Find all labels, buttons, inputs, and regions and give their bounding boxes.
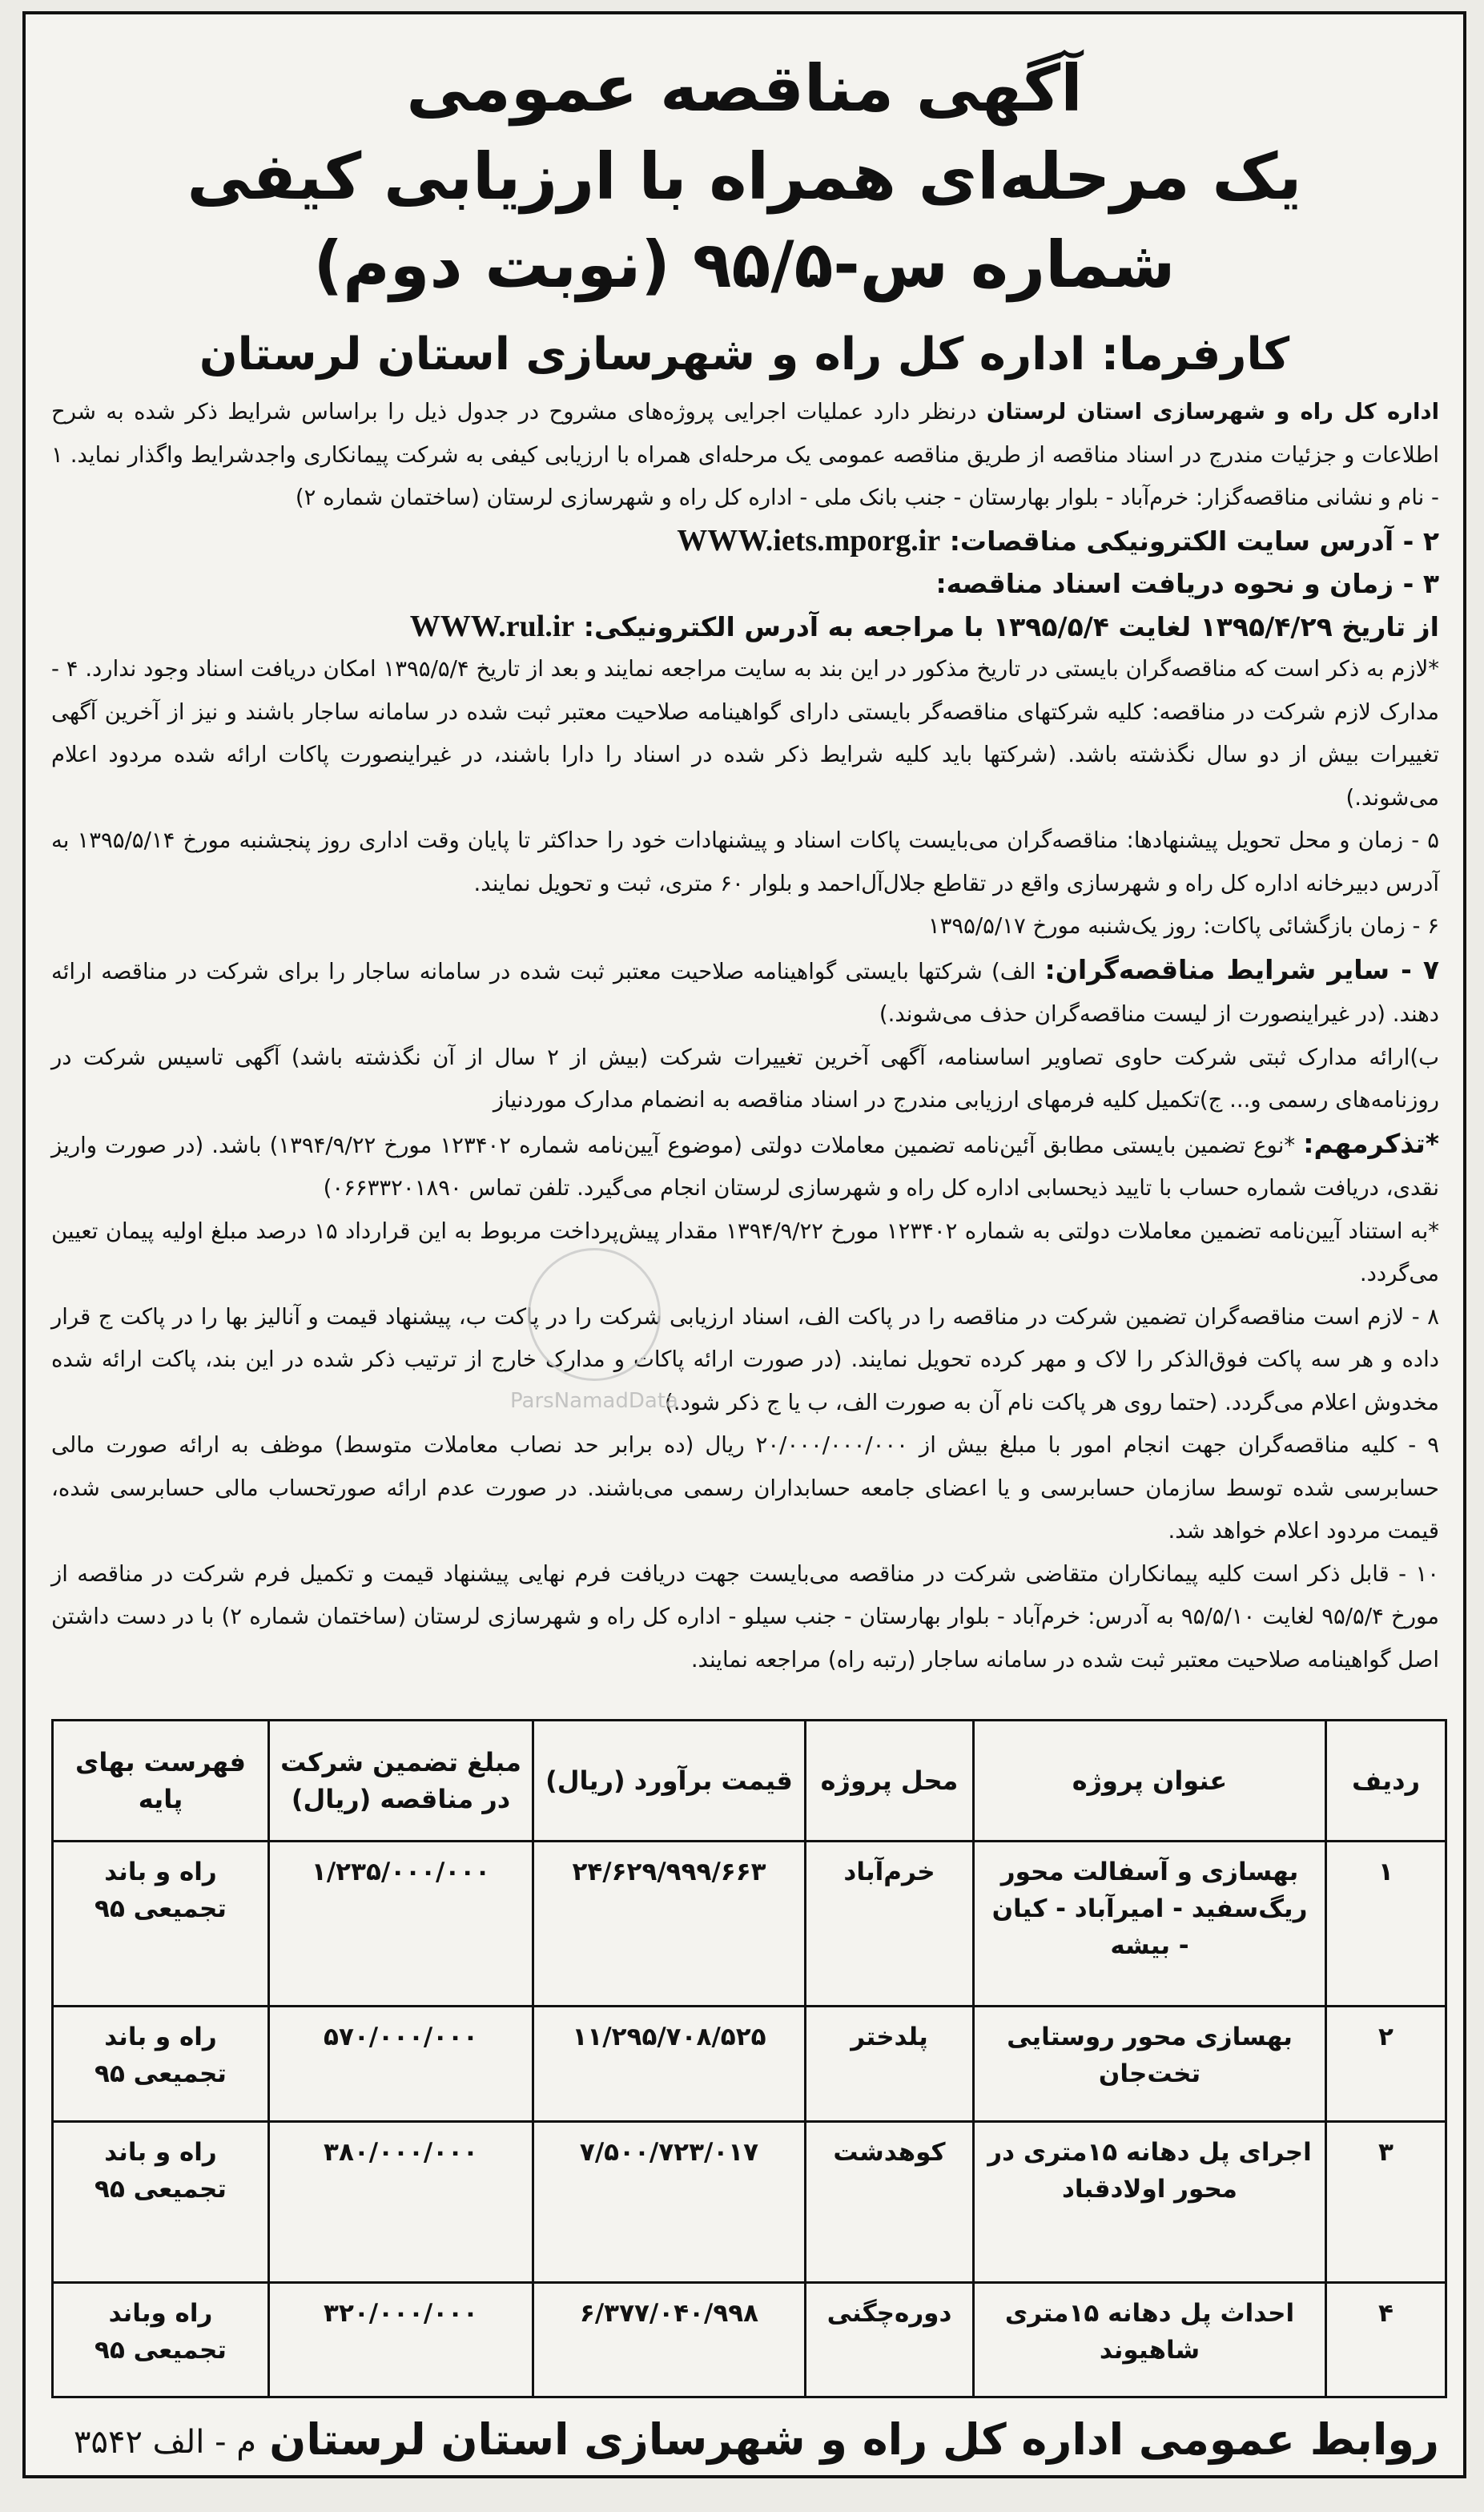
cell-price-list: راه و باند تجمیعی ۹۵ [53, 2121, 269, 2282]
cell-row-number: ۲ [1326, 2007, 1446, 2121]
cell-row-number: ۱ [1326, 1842, 1446, 2007]
table-header-row [53, 1721, 1446, 1842]
col-header-price-list: فهرست بهای پایه [53, 1721, 269, 1842]
cell-guarantee: ۳۲۰/۰۰۰/۰۰۰ [269, 2282, 533, 2397]
watermark-seal-icon [528, 1248, 661, 1381]
projects-table [51, 1719, 1447, 2398]
table-row [53, 1842, 1446, 2007]
note-label: *تذکرمهم: [1303, 1127, 1439, 1159]
cell-estimate: ۷/۵۰۰/۷۲۳/۰۱۷ [533, 2121, 806, 2282]
table-row [53, 2007, 1446, 2121]
rul-url: WWW.rul.ir [409, 609, 575, 643]
item-9: ۹ - کلیه مناقصه‌گران جهت انجام امور با مبلغ بیش از ۲۰/۰۰۰/۰۰۰/۰۰۰ ریال (ده برابر حد نصاب معاملات متوسط) موظف به ارائه صورت مالی حسابرسی شده توسط سازمان حسابرسی و یا اعضای جامعه حسابداران رسمی می‌باشند. در صورت عدم ارائه صورتحساب مالی حسابرسی شده، قیمت مردود اعلام خواهد شد. [51, 1432, 1439, 1544]
publisher-line: روابط عمومی اداره کل راه و شهرسازی استان لرستان [269, 2414, 1439, 2465]
cell-location: دوره‌چگنی [806, 2282, 974, 2397]
cell-project-title: بهسازی محور روستایی تخت‌جان [974, 2007, 1326, 2121]
item-3-label: ۳ - زمان و نحوه دریافت اسناد مناقصه: [935, 568, 1439, 599]
item-7b: ب)ارائه مدارک ثبتی شرکت حاوی تصاویر اساسنامه، آگهی آخرین تغییرات شرکت (بیش از ۲ سال از آن نگذشته باشد) آگهی تاسیس شرکت در روزنامه‌های رسمی و... ج)تکمیل کلیه فرمهای ارزیابی مندرج در اسناد مناقصه به انضمام مدارک موردنیاز [51, 1044, 1439, 1113]
cell-estimate: ۱۱/۲۹۵/۷۰۸/۵۲۵ [533, 2007, 806, 2121]
publication-code: م - الف ۳۵۴۲ [74, 2424, 256, 2461]
table-row [53, 2121, 1446, 2282]
tender-notice [22, 11, 1466, 2478]
cell-guarantee: ۵۷۰/۰۰۰/۰۰۰ [269, 2007, 533, 2121]
intro-text: درنظر دارد عملیات اجرایی پروژه‌های مشروح در جدول ذیل را براساس شرایط ذکر شده به شرح اطلاعات و جزئیات مندرج در اسناد مناقصه از طریق مناقصه عمومی یک مرحله‌ای همراه با ارزیابی کیفی به شرکت پیمانکاری واجدشرایط واگذار نماید. ۱ - نام و نشانی مناقصه‌گزار: خرم‌آباد - بلوار بهارستان - جنب بانک ملی - اداره کل راه و شهرسازی لرستان (ساختمان شماره ۲) [51, 399, 1439, 510]
col-header-project-title: عنوان پروژه [974, 1721, 1326, 1842]
iets-url: WWW.iets.mporg.ir [677, 523, 941, 558]
item-2 [51, 520, 1439, 563]
notice-title: آگهی مناقصه عمومی [406, 51, 1083, 126]
item-10: ۱۰ - قابل ذکر است کلیه پیمانکاران متقاضی شرکت در مناقصه می‌بایست جهت دریافت فرم نهایی پیشنهاد قیمت و تکمیل فرم شرکت در مناقصه از مورخ ۹۵/۵/۴ لغایت ۹۵/۵/۱۰ به آدرس: خرم‌آباد - بلوار بهارستان - جنب سیلو - اداره کل راه و شهرسازی لرستان (ساختمان شماره ۲) با در دست داشتن اصل گواهینامه صلاحیت معتبر ثبت شده در سامانه ساجار (رتبه راه) مراجعه نمایند. [51, 1560, 1439, 1673]
note-2-text: *نوع تضمین بایستی مطابق آئین‌نامه تضمین معاملات دولتی (موضوع آیین‌نامه شماره ۱۲۳۴۰۲ مورخ ۱۳۹۴/۹/۲۲) باشد. (در صورت واریز نقدی، دریافت شماره حساب با تایید ذیحسابی اداره کل راه و شهرسازی لرستان انجام می‌گیرد. تلفن تماس ۰۶۶۳۳۲۰۱۸۹۰) [51, 1132, 1439, 1201]
item-2-label: ۲ - آدرس سایت الکترونیکی مناقصات: [949, 525, 1439, 557]
item-7-text: الف) شرکتها بایستی گواهینامه صلاحیت معتبر ثبت شده در سامانه ساجار را برای شرکت در مناقصه ارائه دهند. (در غیراینصورت از لیست مناقصه‌گران حذف می‌شوند.) [51, 958, 1439, 1027]
table-row [53, 2282, 1446, 2397]
cell-location: خرم‌آباد [806, 1842, 974, 2007]
cell-guarantee: ۱/۲۳۵/۰۰۰/۰۰۰ [269, 1842, 533, 2007]
item-7-label: ۷ - سایر شرایط مناقصه‌گران: [1044, 953, 1439, 985]
notice-number: شماره س-۹۵/۵ (نوبت دوم) [313, 227, 1176, 302]
cell-price-list: راه و باند تجمیعی ۹۵ [53, 1842, 269, 2007]
item-3 [51, 606, 1439, 649]
note-1: *لازم به ذکر است که مناقصه‌گران بایستی در تاریخ مذکور در این بند به سایت مراجعه نمایند و بعد از تاریخ ۱۳۹۵/۵/۴ امکان دریافت اسناد وجود ندارد. ۴ - مدارک لازم شرکت در مناقصه: کلیه شرکتهای مناقصه‌گر بایستی دارای گواهینامه صلاحیت معتبر ثبت شده در سامانه ساجار باشند و نیز از آخرین آگهی تغییرات بیش از دو سال نگذشته باشد. (شرکتها باید کلیه شرایط ذکر شده در اسناد را دارا باشند، در غیراینصورت پاکات ارائه شده مردود اعلام می‌شوند.) [51, 656, 1439, 811]
item-8: ۸ - لازم است مناقصه‌گران تضمین شرکت در مناقصه را در پاکت الف، اسناد ارزیابی شرکت را در پاکت ب، پیشنهاد قیمت و آنالیز بها را در پاکت ج قرار داده و هر سه پاکت فوق‌الذکر را لاک و مهر کرده تحویل نمایند. (در صورت ارائه پاکات و مدارک خارج از ترتیب ذکر شده در این بند، پاکت ارائه شده مخدوش اعلام می‌گردد. (حتما روی هر پاکت نام آن به صورت الف، ب یا ج ذکر شود.) [51, 1303, 1439, 1415]
item-7 [51, 948, 1439, 1037]
notice-footer [50, 2408, 1439, 2472]
cell-estimate: ۲۴/۶۲۹/۹۹۹/۶۶۳ [533, 1842, 806, 2007]
watermark-text: ParsNamadData [510, 1389, 678, 1413]
cell-estimate: ۶/۳۷۷/۰۴۰/۹۹۸ [533, 2282, 806, 2397]
cell-guarantee: ۳۸۰/۰۰۰/۰۰۰ [269, 2121, 533, 2282]
col-header-estimate: قیمت برآورد (ریال) [533, 1721, 806, 1842]
cell-project-title: اجرای پل دهانه ۱۵متری در محور اولادقباد [974, 2121, 1326, 2282]
intro-org: اداره کل راه و شهرسازی استان لرستان [986, 399, 1439, 425]
note-2 [51, 1122, 1439, 1210]
watermark-stamp [474, 1248, 714, 1413]
employer-line: کارفرما: اداره کل راه و شهرسازی استان لرستان [199, 328, 1290, 380]
cell-project-title: احداث پل دهانه ۱۵متری شاهیوند [974, 2282, 1326, 2397]
note-3: *به استناد آیین‌نامه تضمین معاملات دولتی به شماره ۱۲۳۴۰۲ مورخ ۱۳۹۴/۹/۲۲ مقدار پیش‌پرداخت مربوط به این قرارداد ۱۵ درصد مبلغ اولیه پیمان تعیین می‌گردد. [51, 1218, 1439, 1286]
cell-row-number: ۴ [1326, 2282, 1446, 2397]
notice-subtitle: یک مرحله‌ای همراه با ارزیابی کیفی [187, 139, 1302, 214]
item-5: ۵ - زمان و محل تحویل پیشنهادها: مناقصه‌گران می‌بایست پاکات اسناد و پیشنهادات خود را حداکثر تا پایان وقت اداری روز پنجشنبه مورخ ۱۳۹۵/۵/۱۴ به آدرس دبیرخانه اداره کل راه و شهرسازی واقع در تقاطع جلال‌آل‌احمد و بلوار ۶۰ متری، ثبت و تحویل نمایند. [51, 827, 1440, 896]
cell-price-list: راه و باند تجمیعی ۹۵ [53, 2007, 269, 2121]
col-header-row-number: ردیف [1326, 1721, 1446, 1842]
intro-paragraph [51, 391, 1439, 520]
cell-price-list: راه وباند تجمیعی ۹۵ [53, 2282, 269, 2397]
cell-project-title: بهسازی و آسفالت محور ریگ‌سفید - امیرآباد - کیان - بیشه [974, 1842, 1326, 2007]
notice-body [51, 391, 1439, 1681]
item-3-text: از تاریخ ۱۳۹۵/۴/۲۹ لغایت ۱۳۹۵/۵/۴ با مراجعه به آدرس الکترونیکی: [583, 610, 1439, 642]
cell-row-number: ۳ [1326, 2121, 1446, 2282]
item-6: ۶ - زمان بازگشائی پاکات: روز یک‌شنبه مورخ ۱۳۹۵/۵/۱۷ [927, 913, 1439, 939]
col-header-location: محل پروژه [806, 1721, 974, 1842]
cell-location: پلدختر [806, 2007, 974, 2121]
cell-location: کوهدشت [806, 2121, 974, 2282]
col-header-guarantee: مبلغ تضمین شرکت در مناقصه (ریال) [269, 1721, 533, 1842]
